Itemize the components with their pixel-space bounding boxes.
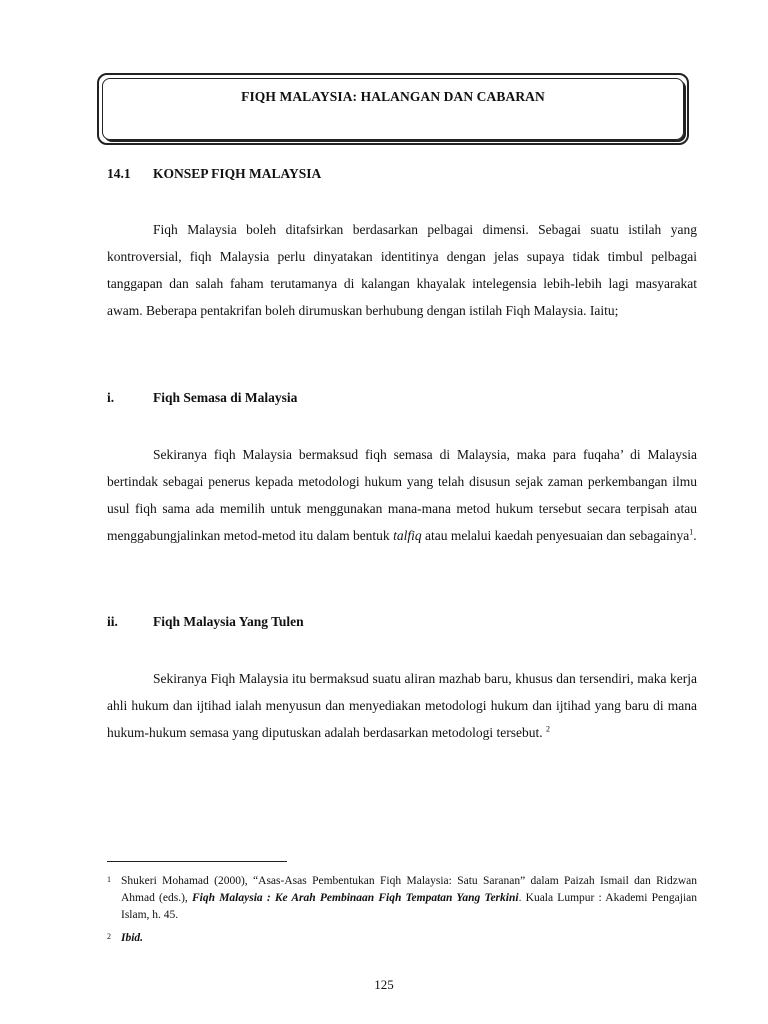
title-box-inner-border — [102, 78, 684, 140]
section-title: KONSEP FIQH MALAYSIA — [153, 166, 322, 181]
subsection-i-text-a: Sekiranya fiqh Malaysia bermaksud fiqh semasa di Malaysia, maka para fuqaha’ di Malaysia bertindak sebagai penerus kepada metodologi hukum yang telah disusun sejak zaman perkembangan ilmu usul fiqh sama ada memilih untuk menggunakan mana-mana metod hukum tersebut secara terpisah atau menggabungjalinkan metod-metod itu dalam bentuk — [107, 447, 697, 543]
subsection-ii-title: Fiqh Malaysia Yang Tulen — [153, 614, 304, 629]
talfiq-term: talfiq — [393, 528, 422, 543]
subsection-ii-text: Sekiranya Fiqh Malaysia itu bermaksud suatu aliran mazhab baru, khusus dan tersendiri, maka kerja ahli hukum dan ijtihad ialah menyusun dan menyediakan metodologi hukum dan ijtihad yang baru di mana hukum-hukum semasa yang diputuskan adalah berdasarkan metodologi tersebut. — [107, 671, 697, 740]
title-box — [97, 73, 689, 145]
subsection-i-title: Fiqh Semasa di Malaysia — [153, 390, 298, 405]
footnote-ref-2[interactable]: 2 — [546, 724, 551, 734]
footnote-2 — [107, 930, 697, 947]
subsection-ii-number: ii. — [107, 614, 118, 629]
footnote-1-marker: 1 — [107, 875, 111, 884]
subsection-i-paragraph — [107, 441, 697, 549]
footnote-ref-1[interactable]: 1 — [689, 527, 694, 537]
footnote-2-marker: 2 — [107, 932, 111, 941]
footnote-separator — [107, 861, 287, 862]
subsection-i-text-end: . — [693, 528, 697, 543]
footnote-2-ibid: Ibid. — [121, 932, 144, 944]
footnote-1-text-a: Shukeri Mohamad (2000), “Asas-Asas Pembentukan Fiqh Malaysia: Satu Saranan” dalam Paizah Ismail dan Ridzwan Ahmad (eds.), — [121, 875, 697, 904]
page-number: 125 — [374, 977, 394, 992]
chapter-title: FIQH MALAYSIA: HALANGAN DAN CABARAN — [241, 89, 545, 104]
footnote-1 — [107, 873, 697, 924]
footnote-1-book-title: Fiqh Malaysia : Ke Arah Pembinaan Fiqh Tempatan Yang Terkini — [191, 892, 519, 904]
subsection-i-number: i. — [107, 390, 115, 405]
footnote-1-text-b: . Kuala Lumpur : Akademi Pengajian Islam, h. 45. — [121, 892, 697, 921]
section-number: 14.1 — [107, 166, 131, 181]
intro-text: Fiqh Malaysia boleh ditafsirkan berdasarkan pelbagai dimensi. Sebagai suatu istilah yang kontroversial, fiqh Malaysia perlu dinyatakan identitinya dengan jelas supaya tidak timbul pelbagai tanggapan dan salah faham terutamanya di kalangan khayalak intelegensia lebih-lebih lagi masyarakat awam. Beberapa pentakrifan boleh dirumuskan berhubung dengan istilah Fiqh Malaysia. Iaitu; — [107, 222, 697, 318]
intro-paragraph — [107, 216, 697, 324]
subsection-i-text-b: atau melalui kaedah penyesuaian dan sebagainya — [421, 528, 690, 543]
subsection-ii-paragraph — [107, 665, 697, 746]
